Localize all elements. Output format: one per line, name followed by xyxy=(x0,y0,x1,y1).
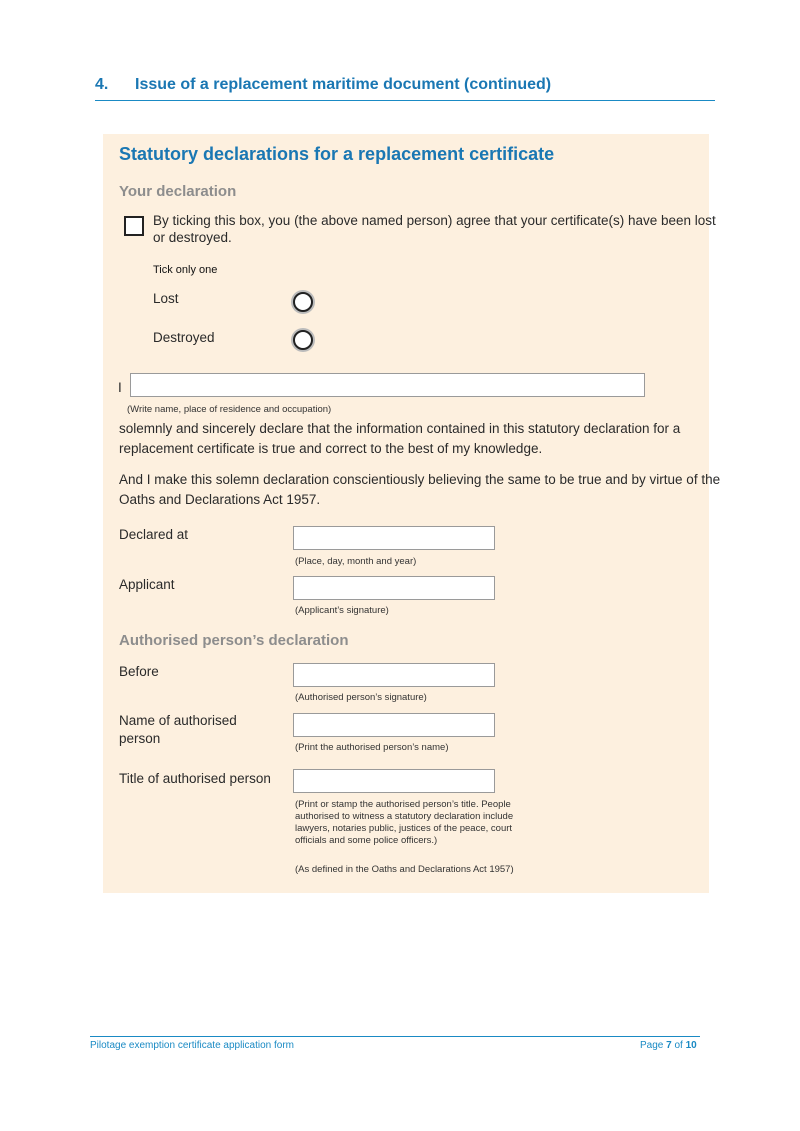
lost-label: Lost xyxy=(153,291,179,306)
authorised-signature-input[interactable] xyxy=(293,663,495,687)
footer-page-number: Page 7 of 10 xyxy=(640,1040,697,1051)
applicant-hint: (Applicant’s signature) xyxy=(295,605,389,616)
agree-checkbox[interactable] xyxy=(124,216,144,236)
declared-at-hint: (Place, day, month and year) xyxy=(295,556,417,567)
declaration-paragraph-1: solemnly and sincerely declare that the information contained in this statutory declaration for a replacement certificate is true and correct to the best of my knowledge. xyxy=(119,421,681,456)
applicant-label: Applicant xyxy=(119,577,175,592)
authorised-title-label: Title of authorised person xyxy=(119,771,271,786)
declared-at-label: Declared at xyxy=(119,527,189,542)
act-note: (As defined in the Oaths and Declarations Act 1957) xyxy=(295,864,514,875)
lost-radio[interactable] xyxy=(293,292,313,312)
authorised-heading: Authorised person’s declaration xyxy=(119,632,349,649)
checkbox-label: By ticking this box, you (the above named person) agree that your certificate(s) have been lost or destroyed. xyxy=(153,213,716,245)
authorised-title-hint: (Print or stamp the authorised person’s title. People authorised to witness a statutory declaration include lawyers, notaries public, justices of the peace, court officials and some police officers.) xyxy=(295,799,514,846)
section-heading xyxy=(95,76,715,101)
declaration-paragraph-2: And I make this solemn declaration conscientiously believing the same to be true and by virtue of the Oaths and Declarations Act 1957. xyxy=(119,472,721,507)
authorised-title-input[interactable] xyxy=(293,769,495,793)
section-number: 4. xyxy=(95,76,109,93)
authorised-name-label: Name of authorised person xyxy=(119,713,237,746)
destroyed-radio[interactable] xyxy=(293,330,313,350)
declarant-name-hint: (Write name, place of residence and occupation) xyxy=(127,404,332,415)
destroyed-label: Destroyed xyxy=(153,330,215,345)
declared-at-input[interactable] xyxy=(293,526,495,550)
section-title: Issue of a replacement maritime document (continued) xyxy=(135,76,552,93)
authorised-signature-hint: (Authorised person’s signature) xyxy=(295,692,427,703)
before-label: Before xyxy=(119,664,159,679)
footer-form-name: Pilotage exemption certificate application form xyxy=(90,1040,294,1051)
authorised-name-hint: (Print the authorised person’s name) xyxy=(295,742,449,753)
i-label: I xyxy=(118,380,122,395)
applicant-signature-input[interactable] xyxy=(293,576,495,600)
declarant-name-input[interactable] xyxy=(130,373,645,397)
authorised-name-input[interactable] xyxy=(293,713,495,737)
tick-only-one-label: Tick only one xyxy=(153,264,218,276)
panel-title: Statutory declarations for a replacement certificate xyxy=(119,144,555,164)
footer-divider xyxy=(90,1036,700,1037)
your-declaration-heading: Your declaration xyxy=(119,183,237,200)
